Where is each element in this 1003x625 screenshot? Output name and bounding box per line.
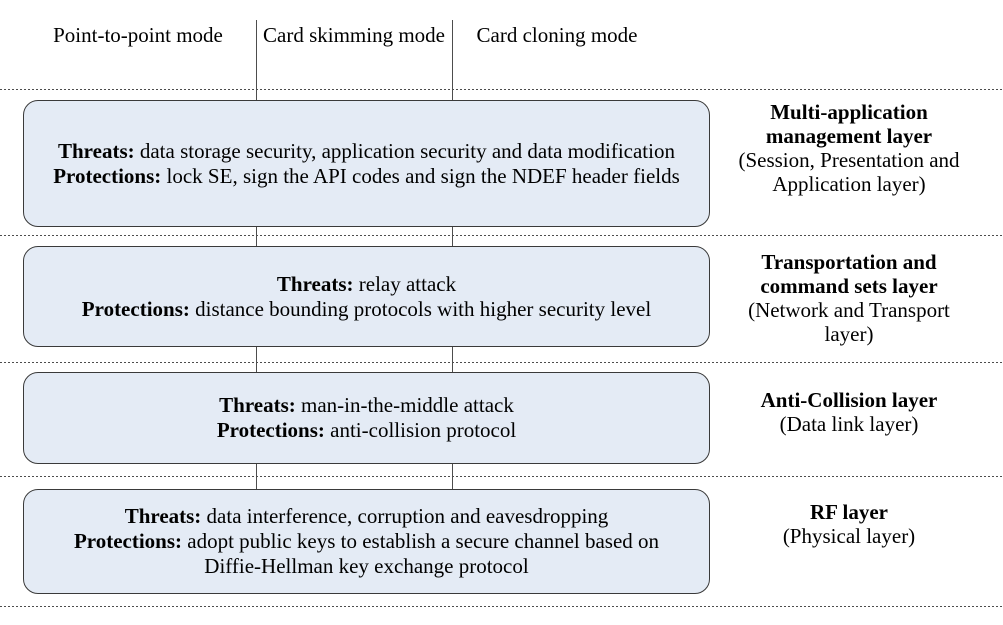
protections-label: Protections: — [216, 418, 325, 442]
connector-line — [452, 347, 453, 372]
connector-line — [256, 464, 257, 489]
layer-box-anti-collision — [23, 372, 710, 464]
osi-layer-name: (Physical layer) — [782, 524, 916, 548]
threats-text: man-in-the-middle attack — [301, 393, 514, 417]
layer-box-rf — [23, 489, 710, 594]
layer-name: Multi-application management layer — [765, 100, 933, 148]
protections-label: Protections: — [73, 529, 183, 553]
connector-line — [256, 347, 257, 372]
layer-box-multi-application — [23, 100, 710, 227]
mode-header-card-skimming: Card skimming mode — [263, 23, 445, 47]
mode-header-point-to-point: Point-to-point mode — [53, 23, 223, 47]
threats-label: Threats: — [276, 271, 354, 296]
layer-name: Transportation and command sets layer — [760, 250, 938, 298]
column-divider-line — [452, 20, 453, 100]
dashed-separator — [0, 362, 1003, 363]
threats-label: Threats: — [219, 393, 296, 417]
dashed-separator — [0, 235, 1003, 236]
protections-text: anti-collision protocol — [330, 418, 517, 442]
layer-label-multi-application — [695, 100, 1003, 196]
layer-label-anti-collision — [695, 388, 1003, 436]
osi-layer-name: (Session, Presentation and Application layer) — [738, 148, 960, 196]
mode-header-card-cloning: Card cloning mode — [476, 23, 638, 47]
layer-label-transportation — [695, 250, 1003, 346]
protections-text: lock SE, sign the API codes and sign the NDEF header fields — [166, 163, 680, 188]
layer-label-rf — [695, 500, 1003, 548]
threats-text: data storage security, application security and data modification — [139, 138, 675, 163]
osi-layer-name: (Network and Transport layer) — [748, 298, 950, 346]
protections-label: Protections: — [81, 296, 190, 321]
dashed-separator — [0, 89, 1003, 90]
dashed-separator — [0, 476, 1003, 477]
layer-box-text — [82, 272, 651, 322]
threats-label: Threats: — [124, 504, 202, 528]
protections-label: Protections: — [53, 163, 162, 188]
layer-name: RF layer — [810, 500, 888, 524]
protections-text: adopt public keys to establish a secure channel based on Diffie-Hellman key exchange protocol — [187, 529, 660, 578]
layer-name: Anti-Collision layer — [760, 388, 938, 412]
dashed-separator — [0, 606, 1003, 607]
protections-text: distance bounding protocols with higher security level — [195, 296, 652, 321]
osi-layer-name: (Data link layer) — [779, 412, 919, 436]
layer-box-text — [44, 504, 689, 579]
layer-box-transportation — [23, 246, 710, 347]
threats-text: data interference, corruption and eavesdropping — [206, 504, 609, 528]
connector-line — [452, 227, 453, 246]
threats-label: Threats: — [58, 138, 135, 163]
connector-line — [256, 227, 257, 246]
column-divider-line — [256, 20, 257, 100]
connector-line — [452, 464, 453, 489]
layer-box-text — [217, 393, 516, 443]
layer-box-text — [53, 139, 680, 189]
threats-text: relay attack — [358, 271, 457, 296]
